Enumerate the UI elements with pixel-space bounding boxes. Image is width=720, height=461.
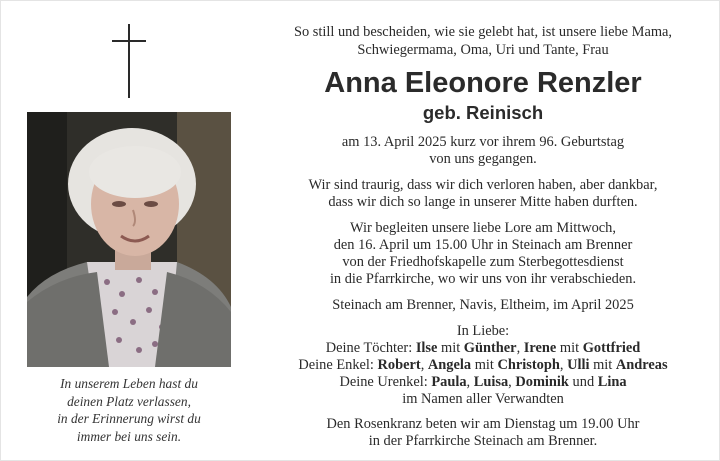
rosary-line: Den Rosenkranz beten wir am Dienstag um 19.00 Uhr (326, 416, 640, 432)
funeral-line: von der Friedhofskapelle zum Sterbegottesdienst (342, 254, 624, 270)
quote-line: In unserem Leben hast du (60, 376, 198, 391)
quote-line: immer bei uns sein. (76, 428, 182, 444)
relatives-line: im Namen aller Verwandten (402, 391, 564, 407)
memorial-quote (27, 375, 231, 445)
funeral-line: in die Pfarrkirche, wo wir uns von ihr verabschieden. (329, 271, 637, 287)
intro-line: So still und bescheiden, wie sie gelebt hat, ist unsere liebe Mama, (293, 24, 673, 40)
grief-line: Wir sind traurig, dass wir dich verloren haben, aber dankbar, (308, 177, 658, 193)
rosary-line: in der Pfarrkirche Steinach am Brenner. (368, 433, 598, 449)
portrait-photo (27, 112, 231, 367)
great-grandchildren-line: Deine Urenkel: Paula, Luisa, Dominik und Lina (339, 374, 627, 390)
in-liebe-heading: In Liebe: (456, 323, 510, 339)
funeral-line: Wir begleiten unsere liebe Lore am Mittwoch, (350, 220, 616, 236)
death-line: am 13. April 2025 kurz vor ihrem 96. Geburtstag (341, 134, 625, 150)
latin-cross-icon (112, 24, 146, 98)
deceased-name: Anna Eleonore Renzler (324, 67, 642, 99)
grandchildren-line: Deine Enkel: Robert, Angela mit Christoph, Ulli mit Andreas (298, 357, 668, 373)
birth-name: geb. Reinisch (422, 102, 544, 123)
intro-line: Schwiegermama, Oma, Uri und Tante, Frau (357, 42, 609, 58)
place-date: Steinach am Brenner, Navis, Eltheim, im April 2025 (332, 297, 634, 313)
funeral-line: den 16. April um 15.00 Uhr in Steinach am Brenner (333, 237, 633, 253)
quote-line: in der Erinnerung wirst du (57, 411, 201, 426)
daughters-line: Deine Töchter: Ilse mit Günther, Irene mit Gottfried (325, 340, 641, 356)
quote-line: deinen Platz verlassen, (67, 393, 191, 409)
grief-line: dass wir dich so lange in unserer Mitte haben durften. (328, 194, 638, 210)
death-line: von uns gegangen. (429, 151, 537, 167)
